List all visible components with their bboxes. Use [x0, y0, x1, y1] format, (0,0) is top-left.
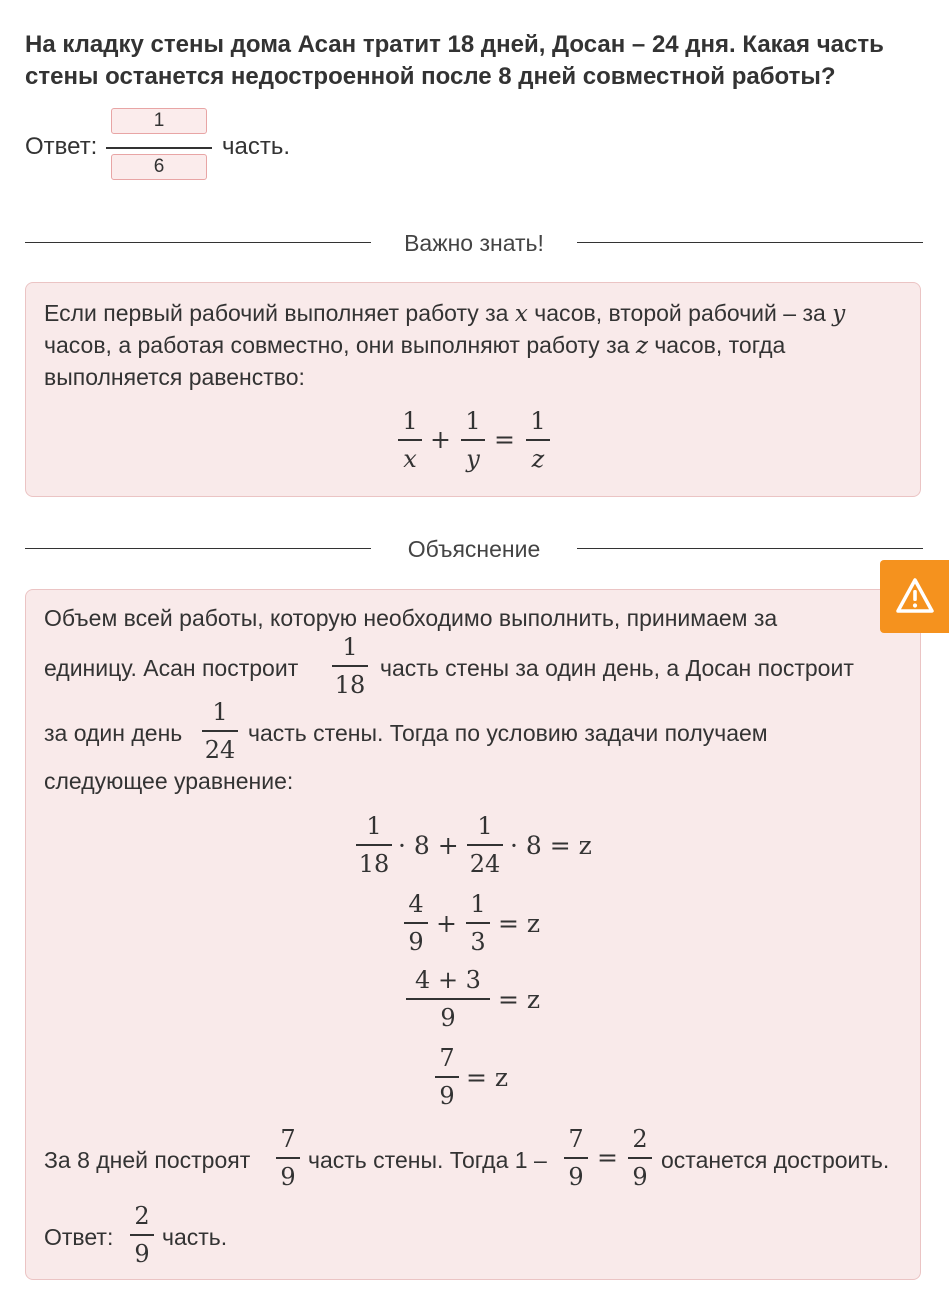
numerator: 7	[568, 1125, 584, 1153]
fraction-bar	[106, 147, 212, 149]
answer-unit: часть.	[222, 133, 291, 160]
denominator: 9	[134, 1240, 150, 1268]
fraction-1-over-18	[332, 633, 368, 701]
para2-fraction-7-over-9-b	[564, 1125, 588, 1193]
numerator: 2	[632, 1125, 648, 1153]
important-line-1	[44, 297, 845, 330]
eq1-fraction-1-over-24	[467, 812, 503, 880]
explanation-para2-a: За 8 дней построят	[44, 1147, 251, 1173]
denominator: 3	[470, 928, 486, 956]
important-text: часов, второй рабочий – за	[534, 300, 826, 326]
answer-fraction	[106, 105, 212, 185]
warning-triangle-icon	[895, 577, 935, 615]
explanation-divider	[25, 534, 923, 564]
fraction-bar	[466, 922, 490, 924]
explanation-line-1: Объем всей работы, которую необходимо выполнить, принимаем за	[44, 605, 778, 631]
numerator: 1	[477, 812, 493, 840]
numerator: 1	[366, 812, 382, 840]
fraction-bar	[435, 1076, 459, 1078]
fraction-1-over-z	[526, 407, 550, 475]
para2-fraction-7-over-9	[276, 1125, 300, 1193]
question-text	[25, 29, 920, 93]
numerator: 1	[530, 407, 546, 435]
equals-sign: =	[494, 425, 515, 454]
important-divider-label: Важно знать!	[404, 230, 544, 256]
divider-line-right	[577, 548, 923, 549]
final-answer-unit: часть.	[162, 1224, 228, 1250]
numerator: 4 + 3	[415, 966, 481, 994]
eq1-fraction-1-over-18	[356, 812, 392, 880]
explanation-line-3a: за один день	[44, 720, 183, 746]
explanation-divider-label: Объяснение	[407, 536, 541, 562]
numerator: 1	[342, 633, 358, 661]
explanation-line-3b: часть стены. Тогда по условию задачи получаем	[248, 720, 768, 746]
numerator: 7	[280, 1125, 296, 1153]
important-divider	[25, 228, 923, 258]
numerator: 7	[439, 1044, 455, 1072]
important-text: часов, тогда	[654, 332, 786, 358]
eq1-middle: · 8 +	[398, 831, 459, 860]
fraction-bar	[467, 844, 503, 846]
fraction-bar	[276, 1157, 300, 1159]
eq2-fraction-1-over-3	[466, 890, 490, 958]
eq4-equals-z: = z	[466, 1063, 509, 1092]
denominator: 9	[408, 928, 424, 956]
fraction-bar	[202, 730, 238, 732]
plus-sign: +	[430, 425, 451, 454]
divider-line-right	[577, 242, 923, 243]
denominator-input[interactable]: 6	[111, 154, 207, 180]
fraction-bar	[332, 665, 368, 667]
numerator: 1	[470, 890, 486, 918]
denominator: 9	[568, 1163, 584, 1191]
final-answer-label: Ответ:	[44, 1224, 114, 1250]
eq2-plus: +	[436, 909, 457, 938]
fraction-bar	[564, 1157, 588, 1159]
var-z: z	[635, 333, 648, 359]
answer-row	[25, 105, 625, 185]
numerator: 4	[408, 890, 424, 918]
numerator: 1	[402, 407, 418, 435]
explanation-para2-b: часть стены. Тогда 1 –	[308, 1147, 547, 1173]
fraction-bar	[526, 439, 550, 441]
explanation-line-2b: часть стены за один день, а Досан построит	[380, 655, 854, 681]
important-box	[25, 282, 921, 497]
var-x: x	[514, 301, 528, 327]
denominator: 9	[440, 1004, 456, 1032]
fraction-bar	[406, 998, 490, 1000]
para2-equals: =	[597, 1143, 618, 1172]
fraction-1-over-y	[461, 407, 485, 475]
eq2-equals-z: = z	[498, 909, 541, 938]
denominator: y	[466, 445, 480, 473]
denominator: 18	[358, 850, 390, 878]
eq2-fraction-4-over-9	[404, 890, 428, 958]
eq3-fraction-4plus3-over-9	[406, 966, 490, 1034]
fraction-1-over-x	[398, 407, 422, 475]
important-line-3: выполняется равенство:	[44, 364, 305, 390]
denominator: 9	[632, 1163, 648, 1191]
answer-label: Ответ:	[25, 133, 98, 160]
numerator: 2	[134, 1202, 150, 1230]
eq1-end: · 8 = z	[510, 831, 592, 860]
report-error-button[interactable]	[880, 560, 949, 633]
question-line-1: На кладку стены дома Асан тратит 18 дней, Досан – 24 дня. Какая часть	[25, 31, 884, 58]
numerator-input[interactable]: 1	[111, 108, 207, 134]
denominator: 24	[469, 850, 501, 878]
important-line-2	[44, 329, 785, 362]
explanation-box	[25, 589, 921, 1280]
para2-fraction-2-over-9	[628, 1125, 652, 1193]
eq4-fraction-7-over-9	[435, 1044, 459, 1112]
fraction-bar	[130, 1234, 154, 1236]
denominator: 9	[439, 1082, 455, 1110]
fraction-bar	[356, 844, 392, 846]
question-line-2: стены останется недостроенной после 8 дней совместной работы?	[25, 63, 836, 90]
fraction-1-over-24	[202, 698, 238, 766]
denominator: x	[403, 445, 417, 473]
eq3-equals-z: = z	[498, 985, 541, 1014]
important-text: часов, а работая совместно, они выполняют работу за	[44, 332, 630, 358]
denominator: 18	[334, 671, 366, 699]
fraction-bar	[628, 1157, 652, 1159]
var-y: y	[832, 301, 846, 327]
fraction-bar	[398, 439, 422, 441]
fraction-bar	[404, 922, 428, 924]
important-text: Если первый рабочий выполняет работу за	[44, 300, 509, 326]
explanation-line-4: следующее уравнение:	[44, 768, 294, 794]
numerator: 1	[465, 407, 481, 435]
denominator: 24	[204, 736, 236, 764]
numerator: 1	[212, 698, 228, 726]
explanation-line-2a: единицу. Асан построит	[44, 655, 299, 681]
fraction-bar	[461, 439, 485, 441]
denominator: 9	[280, 1163, 296, 1191]
final-fraction-2-over-9	[130, 1202, 154, 1270]
denominator: z	[531, 445, 545, 473]
explanation-para2-c: останется достроить.	[661, 1147, 890, 1173]
